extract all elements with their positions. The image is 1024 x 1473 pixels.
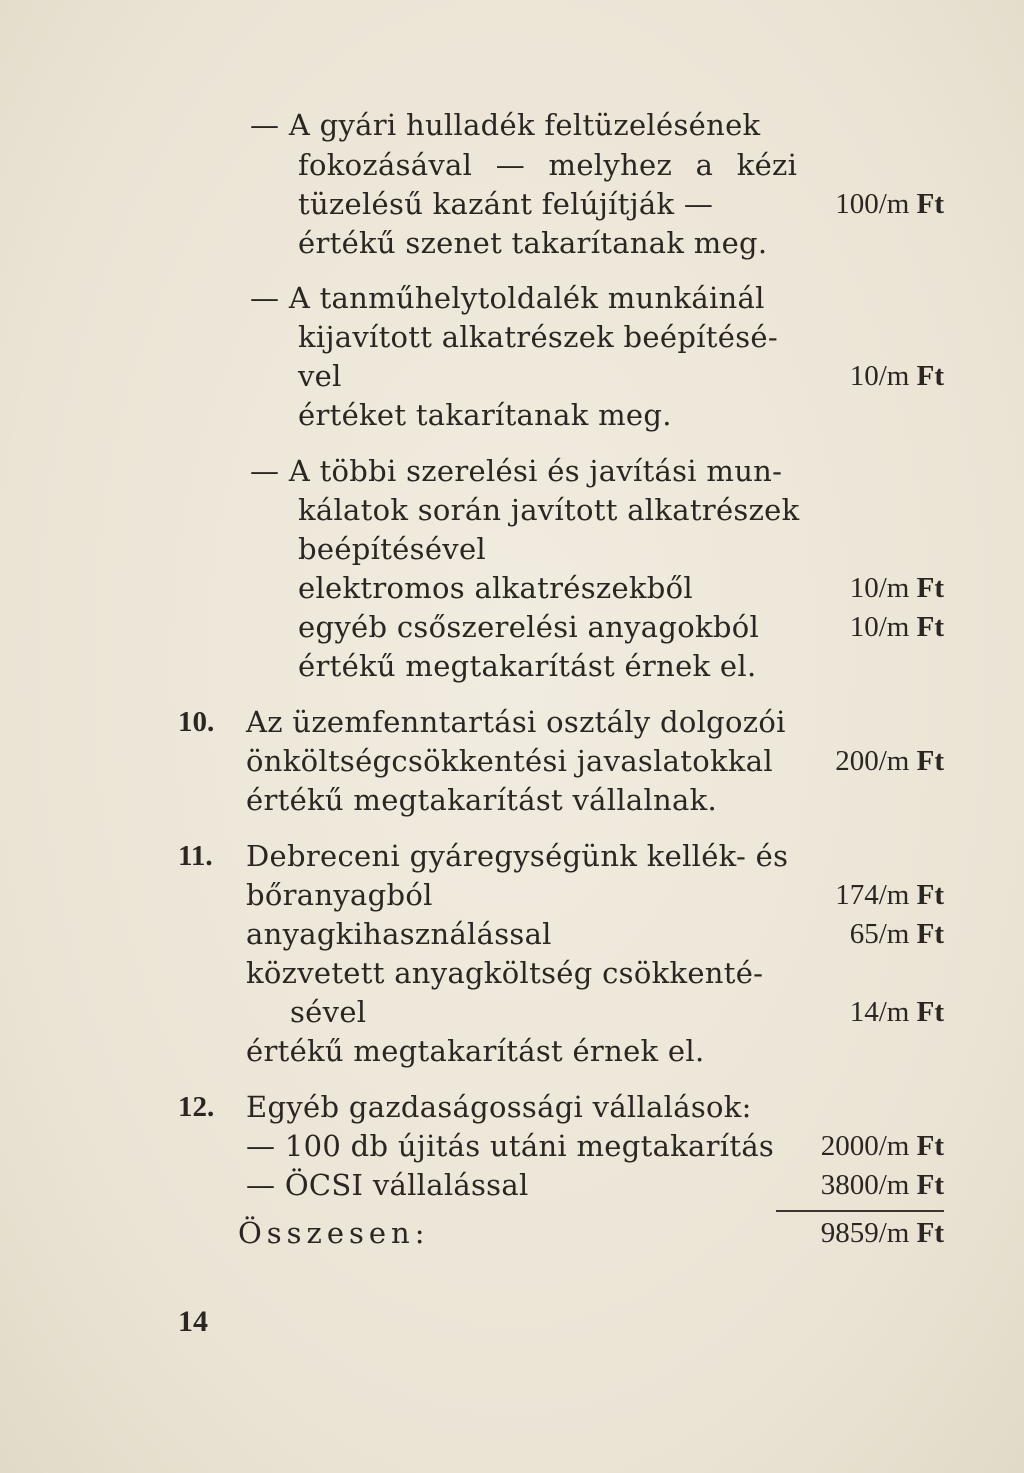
page-number: 14 (178, 1305, 208, 1338)
amount: 3800/m Ft (820, 1169, 944, 1201)
text-line: Egyéb gazdaságossági vállalások: (246, 1090, 752, 1124)
amount: 174/m Ft (835, 879, 944, 911)
text-line: értékű megtakarítást vállalnak. (246, 783, 718, 817)
item-number: 10. (178, 706, 215, 738)
amount: 10/m Ft (849, 572, 944, 604)
text-line: vel (298, 359, 342, 393)
total-amount: 9859/m Ft (820, 1217, 944, 1249)
text-line: értéket takarítanak meg. (298, 398, 672, 432)
text-line: kijavított alkatrészek beépítésé- (298, 320, 778, 354)
item-number: 12. (178, 1091, 215, 1123)
text-line: közvetett anyagköltség csökkenté- (246, 956, 764, 990)
text-line: beépítésével (298, 532, 487, 566)
text-line: értékű megtakarítást érnek el. (246, 1034, 705, 1068)
text-line: — 100 db újitás utáni megtakarítás (246, 1129, 775, 1163)
total-label: Összesen: (238, 1216, 430, 1250)
amount: 100/m Ft (835, 188, 944, 220)
amount: 65/m Ft (849, 918, 944, 950)
text-line: sével (290, 995, 367, 1029)
text-line: egyéb csőszerelési anyagokból (298, 610, 760, 644)
text-line: kálatok során javított alkatrészek (298, 493, 800, 527)
amount: 14/m Ft (849, 996, 944, 1028)
text-line: Debreceni gyáregységünk kellék- és (246, 839, 789, 873)
text-line: értékű megtakarítást érnek el. (298, 649, 757, 683)
amount: 200/m Ft (835, 745, 944, 777)
text-line: fokozásával — melyhez a kézi (298, 148, 798, 182)
text-line: — ÖCSI vállalással (246, 1168, 529, 1202)
text-line: — A gyári hulladék feltüzelésének (250, 108, 761, 142)
amount: 10/m Ft (849, 360, 944, 392)
text-line: — A tanműhelytoldalék munkáinál (250, 281, 765, 315)
text-line: anyagkihasználással (246, 917, 552, 951)
text-line: önköltségcsökkentési javaslatokkal (246, 744, 773, 778)
text-line: Az üzemfenntartási osztály dolgozói (246, 705, 786, 739)
item-number: 11. (178, 840, 213, 872)
text-line: elektromos alkatrészekből (298, 571, 694, 605)
text-line: — A többi szerelési és javítási mun- (250, 454, 783, 488)
text-line: értékű szenet takarítanak meg. (298, 226, 768, 260)
text-line: bőranyagból (246, 878, 433, 912)
text-line: tüzelésű kazánt felújítják — (298, 187, 714, 221)
total-rule (776, 1210, 944, 1212)
amount: 10/m Ft (849, 611, 944, 643)
amount: 2000/m Ft (820, 1130, 944, 1162)
